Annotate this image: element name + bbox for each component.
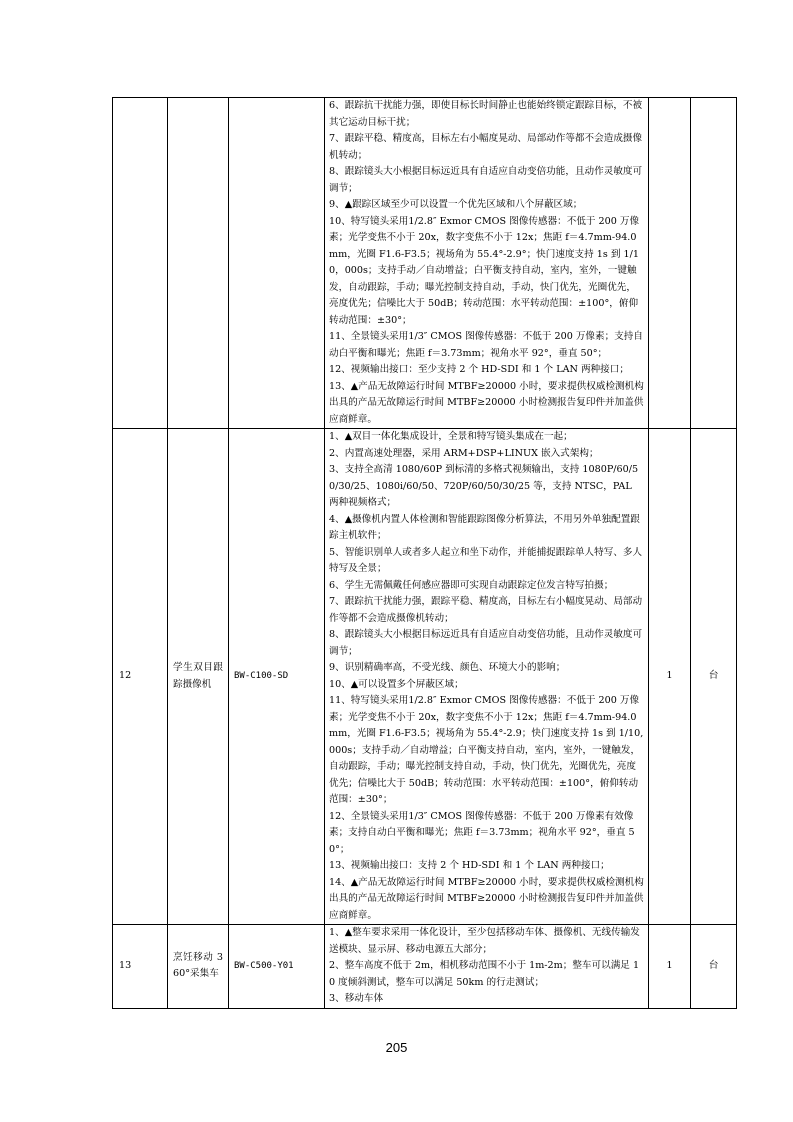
quantity: 1: [649, 429, 691, 925]
spec-line: 10、▲可以设置多个屏蔽区域；: [329, 678, 464, 690]
spec-line: 3、移动车体: [329, 993, 384, 1004]
spec-line: 13、视频输出接口：支持 2 个 HD-SDI 和 1 个 LAN 两种接口；: [329, 860, 610, 871]
model-number: [229, 98, 325, 429]
spec-line: 14、▲产品无故障运行时间 MTBF≥20000 小时，要求提供权威检测机构出具的产品无故障运行时间 MTBF≥20000 小时检测报告复印件并加盖供应商鲜章。: [329, 876, 644, 921]
spec-line: 6、学生无需佩戴任何感应器即可实现自动跟踪定位发言特写拍摄；: [329, 579, 614, 591]
model-number: BW-C500-Y01: [229, 925, 325, 1009]
spec-line: 5、智能识别单人或者多人起立和坐下动作，并能捕捉跟踪单人特写、多人特写及全景；: [329, 546, 643, 574]
spec-cell: [325, 925, 649, 1009]
spec-line: 3、支持全高清 1080/60P 到标清的多格式视频输出，支持 1080P/60/50/30/25、1080i/60/50、720P/60/50/30/25 等，支持 NTSC，PAL 两种视频格式；: [329, 464, 639, 508]
spec-line: 2、整车高度不低于 2m，相机移动范围不小于 1m-2m；整车可以满足 10 度倾斜测试，整车可以满足 50km 的行走测试；: [329, 960, 640, 988]
spec-line: 1、▲整车要求采用一体化设计，至少包括移动车体、摄像机、无线传输发送模块、显示屏、移动电源五大部分；: [329, 927, 640, 955]
spec-table: [112, 97, 737, 1009]
spec-line: 7、跟踪平稳、精度高，目标左右小幅度晃动、局部动作等都不会造成摄像机转动；: [329, 133, 643, 161]
spec-line: 11、全景镜头采用1/3″ CMOS 图像传感器：不低于 200 万像素；支持自动白平衡和曝光；焦距 f＝3.73mm；视角水平 92°，垂直 50°；: [329, 331, 643, 359]
table-row: [113, 429, 737, 925]
unit: [691, 98, 737, 429]
spec-line: 9、▲跟踪区域至少可以设置一个优先区域和八个屏蔽区域；: [329, 199, 583, 210]
row-number: [113, 98, 168, 429]
item-name: 烹饪移动 360°采集车: [168, 925, 229, 1009]
quantity: [649, 98, 691, 429]
spec-line: 12、全景镜头采用1/3″ CMOS 图像传感器：不低于 200 万像素有效像素；支持自动白平衡和曝光；焦距 f＝3.73mm；视角水平 92°，垂直 50°；: [329, 810, 635, 855]
row-number: 12: [113, 429, 168, 925]
spec-line: 2、内置高速处理器，采用 ARM+DSP+LINUX 嵌入式架构；: [329, 447, 599, 459]
spec-cell: [325, 429, 649, 925]
spec-line: 9、识别精确率高，不受光线、颜色、环境大小的影响；: [329, 662, 566, 673]
item-name: 学生双目跟踪摄像机: [168, 429, 229, 925]
spec-line: 1、▲双目一体化集成设计，全景和特写镜头集成在一起；: [329, 431, 573, 442]
spec-line: 8、跟踪镜头大小根据目标远近具有自适应自动变倍功能，且动作灵敏度可调节；: [329, 629, 643, 657]
table-row: [113, 925, 737, 1009]
spec-line: 4、▲摄像机内置人体检测和智能跟踪图像分析算法，不用另外单独配置跟踪主机软件；: [329, 513, 640, 541]
spec-line: 11、特写镜头采用1/2.8″ Exmor CMOS 图像传感器：不低于 200 万像素；光学变焦不小于 20x，数字变焦不小于 12x；焦距 f＝4.7mm-94.0mm，光圈 F1.6-F3.5；视场角为 55.4°-2.9；快门速度支持 1s 到 1/10,000s；支持手动／自动增益；白平衡支持自动，室内，室外，一键触发，自动跟踪，手动；曝光控制支持自动，手动，快门优先，光圈优先，亮度优先；信噪比大于 50dB；转动范围：水平转动范围：±100°，俯仰转动范围：±30°；: [329, 695, 644, 805]
page-number: 205: [385, 1040, 408, 1055]
spec-line: 12、视频输出接口：至少支持 2 个 HD-SDI 和 1 个 LAN 两种接口；: [329, 364, 629, 375]
unit: 台: [691, 925, 737, 1009]
spec-line: 6、跟踪抗干扰能力强，即使目标长时间静止也能始终锁定跟踪目标，不被其它运动目标干扰；: [329, 100, 643, 128]
spec-line: 10、特写镜头采用1/2.8″ Exmor CMOS 图像传感器：不低于 200 万像素；光学变焦不小于 20x，数字变焦不小于 12x；焦距 f＝4.7mm-94.0mm，光圈 F1.6-F3.5；视场角为 55.4°-2.9°；快门速度支持 1s 到 1/10，000s；支持手动／自动增益；白平衡支持自动，室内，室外，一键触发，自动跟踪，手动；曝光控制支持自动，手动，快门优先，光圈优先，亮度优先；信噪比大于 50dB；转动范围：水平转动范围：±100°，俯仰转动范围：±30°；: [329, 215, 640, 326]
spec-line: 7、跟踪抗干扰能力强，跟踪平稳、精度高，目标左右小幅度晃动、局部动作等都不会造成摄像机转动；: [329, 596, 643, 624]
table-row: [113, 98, 737, 429]
model-number: BW-C100-SD: [229, 429, 325, 925]
item-name: [168, 98, 229, 429]
spec-line: 8、跟踪镜头大小根据目标远近具有自适应自动变倍功能，且动作灵敏度可调节；: [329, 166, 643, 194]
unit: 台: [691, 429, 737, 925]
spec-cell: [325, 98, 649, 429]
quantity: 1: [649, 925, 691, 1009]
row-number: 13: [113, 925, 168, 1009]
spec-line: 13、▲产品无故障运行时间 MTBF≥20000 小时，要求提供权威检测机构出具的产品无故障运行时间 MTBF≥20000 小时检测报告复印件并加盖供应商鲜章。: [329, 380, 644, 425]
